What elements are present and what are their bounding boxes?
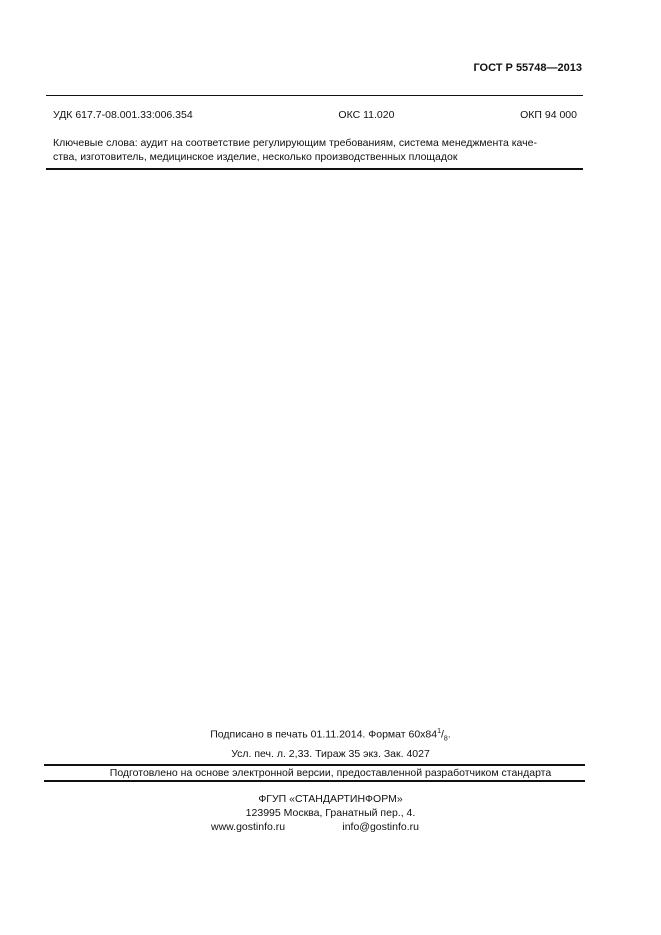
keywords-line-2: ства, изготовитель, медицинское изделие, несколько производственных площадок	[53, 151, 458, 163]
publisher-address: 123995 Москва, Гранатный пер., 4.	[245, 807, 416, 819]
okp-code: ОКП 94 000	[520, 109, 577, 121]
keywords-divider	[46, 168, 583, 170]
keywords-line-1: Ключевые слова: аудит на соответствие регулирующим требованиям, система менеджмента каче-	[53, 137, 537, 149]
email-link[interactable]: info@gostinfo.ru	[342, 821, 419, 833]
classification-codes	[53, 109, 577, 121]
format-suffix: .	[447, 728, 451, 741]
format-denominator: 8	[443, 735, 448, 743]
publisher-contacts	[211, 821, 419, 833]
format-slash: /	[441, 728, 444, 741]
website-link[interactable]: www.gostinfo.ru	[211, 821, 286, 833]
keywords-block	[53, 136, 577, 164]
signed-text: Подписано в печать 01.11.2014. Формат 60х84	[210, 728, 438, 741]
prepared-note: Подготовлено на основе электронной версии, предоставленной разработчиком стандарта	[109, 767, 552, 779]
bottom-divider	[44, 780, 585, 782]
udk-code: УДК 617.7-08.001.33:006.354	[53, 109, 193, 121]
publisher-name: ФГУП «СТАНДАРТИНФОРМ»	[258, 793, 403, 805]
imprint-divider	[44, 764, 585, 766]
signed-line	[0, 728, 661, 743]
standard-code: ГОСТ Р 55748—2013	[473, 62, 582, 74]
oks-code: ОКС 11.020	[338, 109, 395, 121]
print-info: Усл. печ. л. 2,33. Тираж 35 экз. Зак. 4027	[231, 748, 430, 760]
top-divider	[46, 95, 583, 96]
format-numerator: 1	[437, 728, 441, 735]
